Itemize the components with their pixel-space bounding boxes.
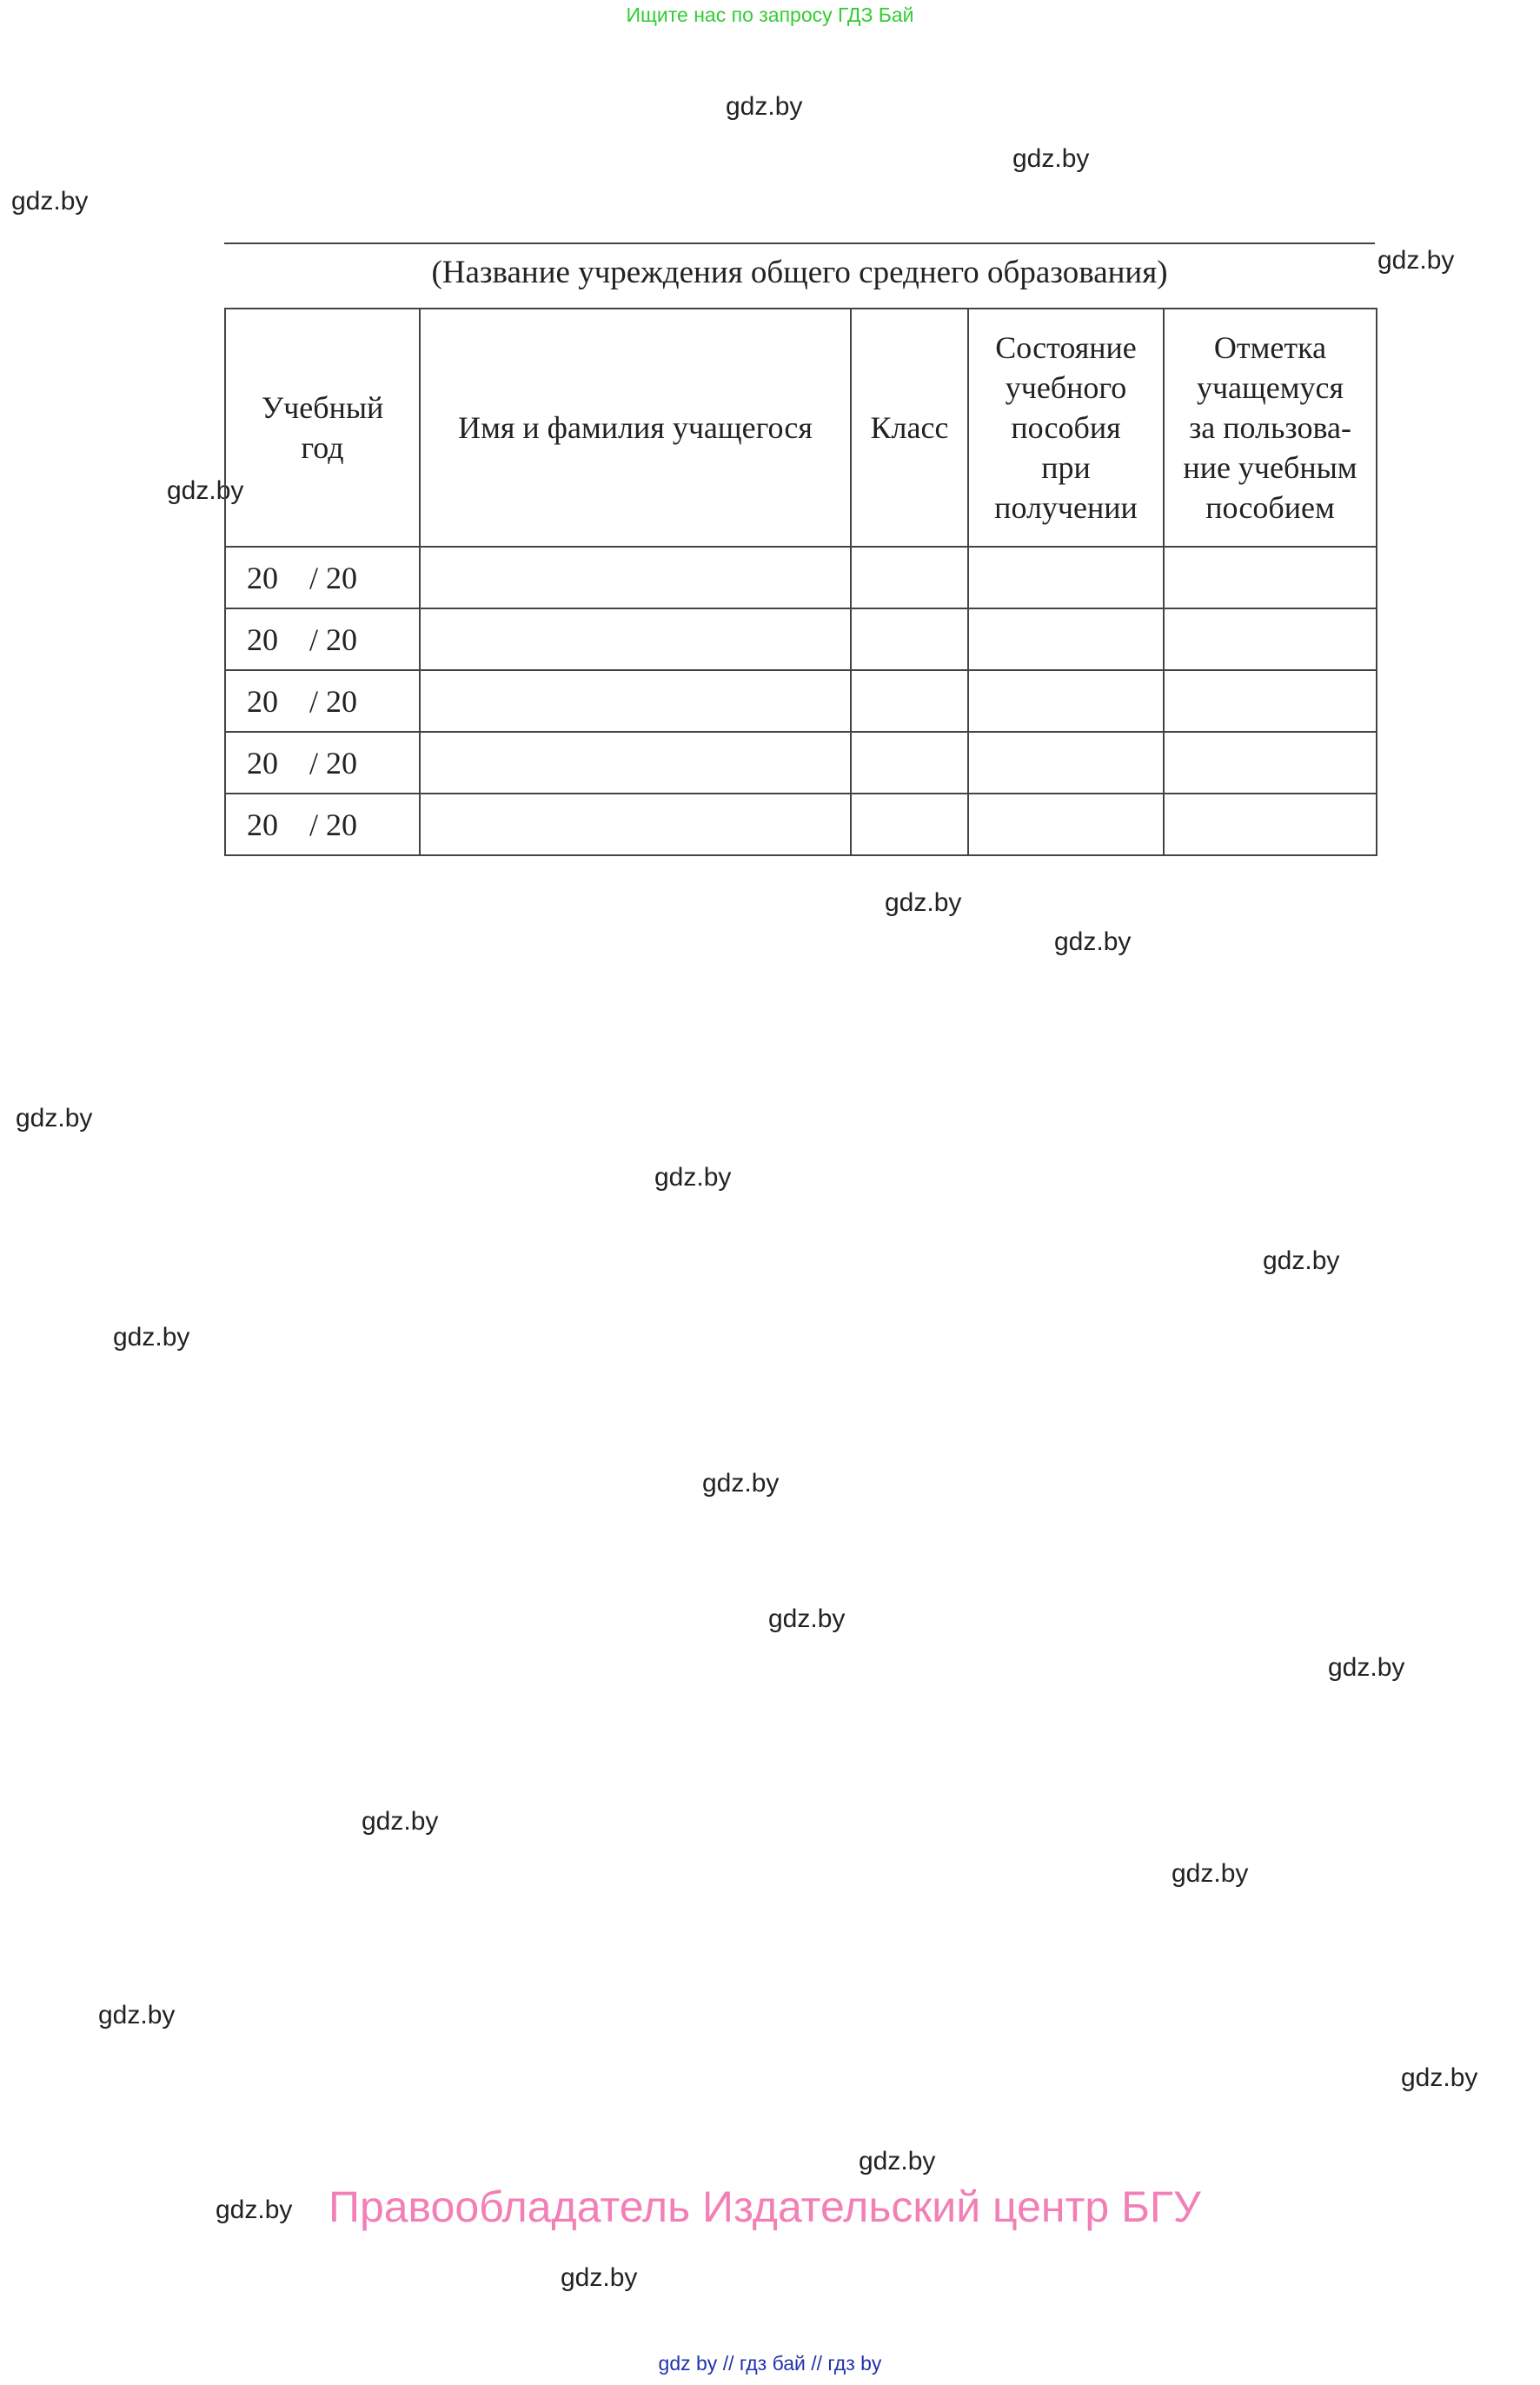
header-line: ние учебным	[1183, 450, 1357, 485]
header-school-year	[225, 309, 420, 547]
table-row	[225, 670, 1377, 732]
header-line: учебного	[1005, 370, 1127, 405]
mark-cell[interactable]	[1164, 547, 1377, 608]
mark-cell[interactable]	[1164, 670, 1377, 732]
header-line: Имя и фамилия учащегося	[458, 410, 813, 445]
header-line: пособия	[1011, 410, 1121, 445]
watermark: gdz.by	[1377, 246, 1455, 275]
header-line: Класс	[870, 410, 949, 445]
header-class	[851, 309, 968, 547]
watermark: gdz.by	[1263, 1246, 1340, 1275]
header-usage-mark	[1164, 309, 1377, 547]
student-name-cell[interactable]	[420, 670, 851, 732]
watermark: gdz.by	[11, 187, 89, 216]
table-row	[225, 732, 1377, 794]
class-cell[interactable]	[851, 794, 968, 855]
school-year-cell: 20 / 20	[225, 608, 420, 670]
textbook-usage-table	[224, 308, 1377, 856]
header-line: Отметка	[1213, 330, 1327, 365]
class-cell[interactable]	[851, 608, 968, 670]
watermark: gdz.by	[167, 476, 244, 505]
student-name-cell[interactable]	[420, 794, 851, 855]
condition-cell[interactable]	[968, 732, 1164, 794]
header-line: при	[1041, 450, 1091, 485]
watermark: gdz.by	[216, 2196, 293, 2224]
watermark: gdz.by	[726, 92, 803, 121]
class-cell[interactable]	[851, 732, 968, 794]
watermark: gdz.by	[16, 1104, 93, 1133]
mark-cell[interactable]	[1164, 732, 1377, 794]
student-name-cell[interactable]	[420, 608, 851, 670]
watermark: gdz.by	[768, 1604, 846, 1633]
watermark: gdz.by	[362, 1807, 439, 1836]
table-header-row	[225, 309, 1377, 547]
watermark: gdz.by	[1012, 144, 1090, 173]
header-line: пособием	[1205, 490, 1335, 525]
table-row	[225, 608, 1377, 670]
footer-links[interactable]: gdz by // гдз бай // гдз by	[658, 2352, 882, 2375]
institution-name-line	[224, 242, 1375, 244]
student-name-cell[interactable]	[420, 547, 851, 608]
search-hint-banner: Ищите нас по запросу ГДЗ Бай	[626, 3, 914, 26]
header-condition-on-receipt	[968, 309, 1164, 547]
condition-cell[interactable]	[968, 670, 1164, 732]
mark-cell[interactable]	[1164, 608, 1377, 670]
condition-cell[interactable]	[968, 547, 1164, 608]
header-line: получении	[994, 490, 1138, 525]
watermark: gdz.by	[702, 1469, 780, 1498]
watermark: gdz.by	[113, 1323, 190, 1352]
student-name-cell[interactable]	[420, 732, 851, 794]
watermark: gdz.by	[98, 2001, 176, 2030]
header-line: Учебный	[261, 390, 384, 425]
watermark: gdz.by	[885, 888, 962, 917]
watermark: gdz.by	[1172, 1859, 1249, 1888]
header-line: Состояние	[995, 330, 1137, 365]
mark-cell[interactable]	[1164, 794, 1377, 855]
class-cell[interactable]	[851, 547, 968, 608]
copyright-notice: Правообладатель Издательский центр БГУ	[329, 2182, 1201, 2231]
watermark: gdz.by	[654, 1163, 732, 1192]
header-line: учащемуся	[1196, 370, 1344, 405]
watermark: gdz.by	[859, 2147, 936, 2176]
school-year-cell: 20 / 20	[225, 794, 420, 855]
watermark: gdz.by	[561, 2263, 638, 2292]
header-line: год	[301, 430, 344, 465]
header-student-name	[420, 309, 851, 547]
school-year-cell: 20 / 20	[225, 670, 420, 732]
watermark: gdz.by	[1401, 2063, 1478, 2092]
school-year-cell: 20 / 20	[225, 547, 420, 608]
school-year-cell: 20 / 20	[225, 732, 420, 794]
institution-name-caption: (Название учреждения общего среднего образования)	[431, 255, 1168, 290]
class-cell[interactable]	[851, 670, 968, 732]
table-row	[225, 794, 1377, 855]
header-line: за пользова-	[1189, 410, 1351, 445]
condition-cell[interactable]	[968, 794, 1164, 855]
table-row	[225, 547, 1377, 608]
watermark: gdz.by	[1328, 1653, 1405, 1682]
watermark: gdz.by	[1054, 927, 1132, 956]
condition-cell[interactable]	[968, 608, 1164, 670]
